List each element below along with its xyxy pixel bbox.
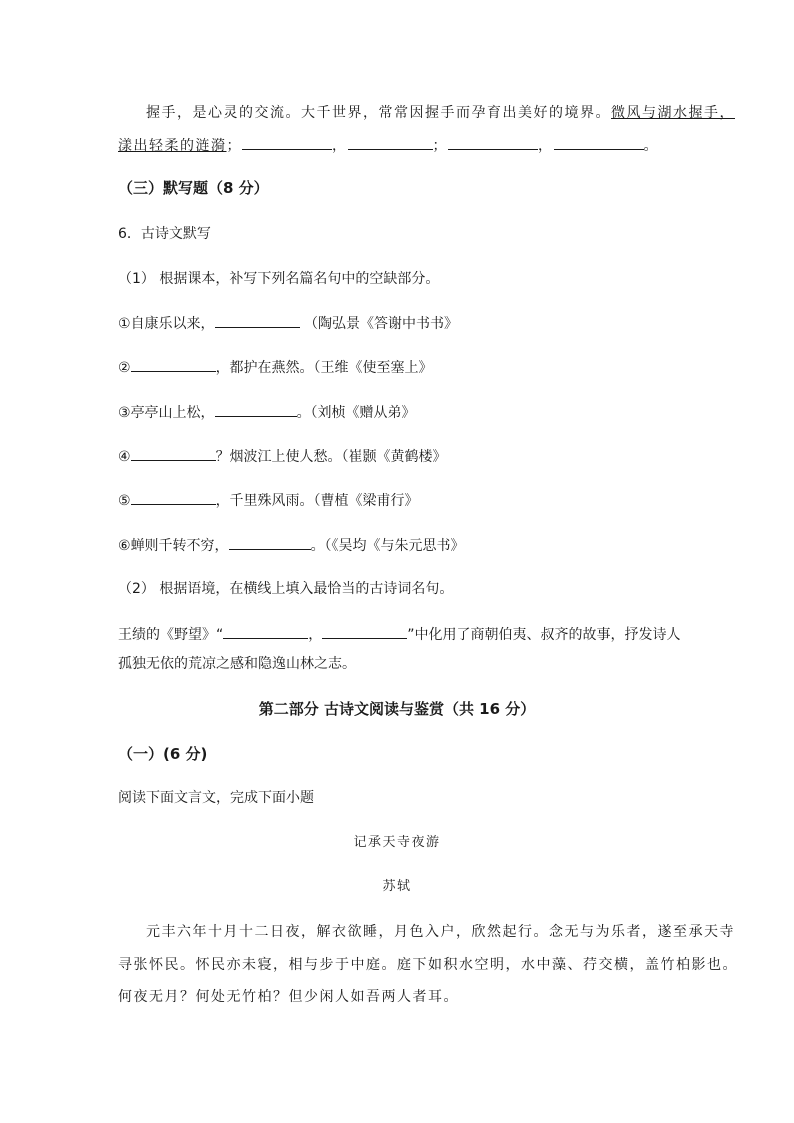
article-paragraph-line-1: 元丰六年十月十二日夜，解衣欲睡，月色入户，欣然起行。念无与为乐者，遂至承天寺 <box>146 924 735 940</box>
answer-blank[interactable] <box>131 357 216 372</box>
answer-blank[interactable] <box>448 135 538 150</box>
answer-blank[interactable] <box>215 313 300 328</box>
recitation-item-6: ⑥蝉则千转不穷， 。（《吴均《与朱元思书》 <box>118 535 465 556</box>
answer-blank[interactable] <box>554 135 644 150</box>
q5-example-underlined-1: 微风与湖水握手， <box>611 105 735 121</box>
q5-line-2: 漾出轻柔的涟漪； ， ； ， 。 <box>118 135 659 156</box>
answer-blank[interactable] <box>229 535 311 550</box>
context-question-line-2: 孤独无依的荒凉之感和隐逸山林之志。 <box>118 656 356 672</box>
part-1-instruction: （1） 根据课本，补写下列名篇名句中的空缺部分。 <box>118 271 440 287</box>
question-6-title: 6．古诗文默写 <box>118 226 211 242</box>
recitation-item-5: ⑤ ，千里殊风雨。（曹植《梁甫行》 <box>118 490 419 511</box>
answer-blank[interactable] <box>131 490 216 505</box>
part-2-heading: 第二部分 古诗文阅读与鉴赏（共 16 分） <box>258 700 536 718</box>
context-question-line-1: 王绩的《野望》“ ， ”中化用了商朝伯夷、叔齐的故事，抒发诗人 <box>118 624 681 645</box>
answer-blank[interactable] <box>223 624 308 639</box>
recitation-item-1: ①自康乐以来， （陶弘景《答谢中书书》 <box>118 313 458 334</box>
answer-blank[interactable] <box>215 402 297 417</box>
article-author: 苏轼 <box>382 879 412 894</box>
answer-blank[interactable] <box>242 135 332 150</box>
answer-blank[interactable] <box>322 624 407 639</box>
reading-instruction: 阅读下面文言文，完成下面小题 <box>118 790 314 806</box>
subsection-1-heading: （一）(6 分) <box>118 745 208 763</box>
recitation-item-4: ④ ？烟波江上使人愁。（崔颢《黄鹤楼》 <box>118 446 447 467</box>
answer-blank[interactable] <box>131 446 216 461</box>
article-paragraph-line-3: 何夜无月？何处无竹柏？但少闲人如吾两人者耳。 <box>118 989 459 1005</box>
q5-example-underlined-2: 漾出轻柔的涟漪 <box>118 138 227 154</box>
article-title: 记承天寺夜游 <box>353 835 441 850</box>
article-paragraph-line-2: 寻张怀民。怀民亦未寝，相与步于中庭。庭下如积水空明，水中藻、荇交横，盖竹柏影也。 <box>118 957 738 973</box>
recitation-item-2: ② ，都护在燕然。（王维《使至塞上》 <box>118 357 433 378</box>
q5-intro-text: 握手，是心灵的交流。大千世界，常常因握手而孕育出美好的境界。 <box>146 105 611 121</box>
answer-blank[interactable] <box>348 135 433 150</box>
q5-line-1 <box>118 103 735 123</box>
part-2-instruction: （2） 根据语境，在横线上填入最恰当的古诗词名句。 <box>118 581 454 597</box>
recitation-item-3: ③亭亭山上松， 。（刘桢《赠从弟》 <box>118 402 416 423</box>
section-3-heading: （三）默写题（8 分） <box>118 179 269 197</box>
